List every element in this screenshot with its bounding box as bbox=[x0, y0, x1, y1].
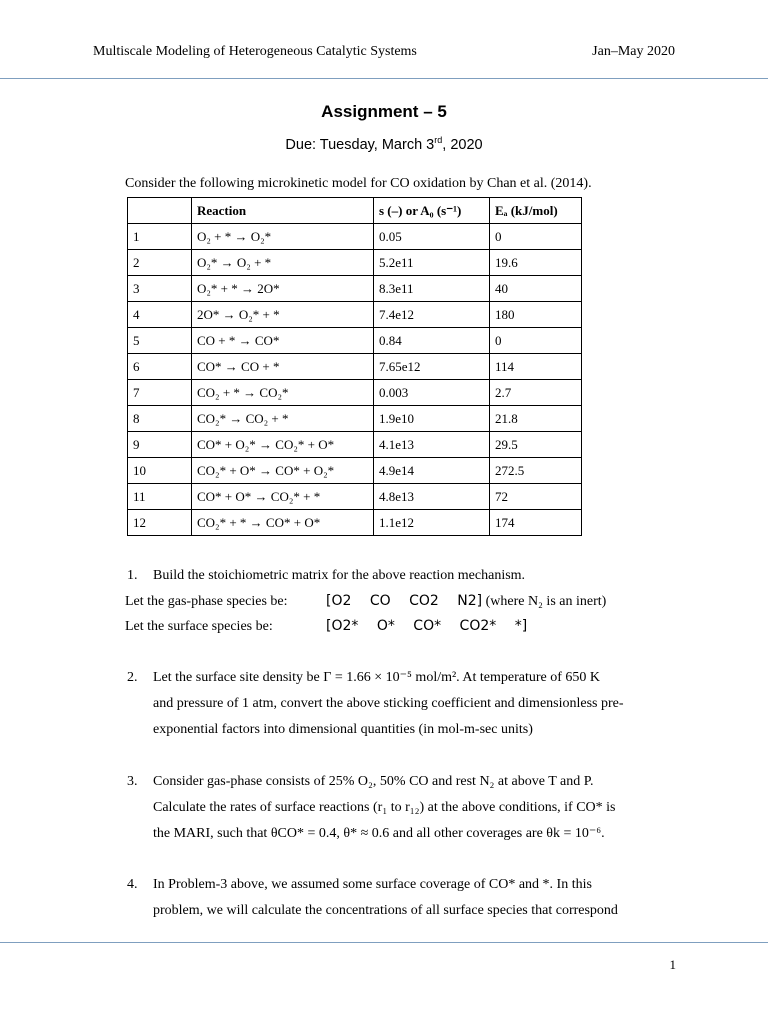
rate-parameter-cell: 1.1e12 bbox=[374, 510, 490, 536]
q2-line-1: Let the surface site density be Γ = 1.66 × 10⁻⁵ mol/m². At temperature of 650 K bbox=[153, 670, 601, 685]
reaction-cell: CO₂ + * → CO₂* bbox=[192, 380, 374, 406]
rate-parameter-cell: 7.4e12 bbox=[374, 302, 490, 328]
page-number: 1 bbox=[669, 957, 676, 972]
rate-parameter-cell: 4.8e13 bbox=[374, 484, 490, 510]
intro-text: Consider the following microkinetic model for CO oxidation by Chan et al. (2014). bbox=[125, 176, 592, 191]
table-row bbox=[128, 510, 582, 536]
header-cell: s (–) or A₀ (s⁻¹) bbox=[374, 198, 490, 224]
table-row bbox=[128, 302, 582, 328]
row-number-cell: 6 bbox=[128, 354, 192, 380]
rate-parameter-cell: 0.84 bbox=[374, 328, 490, 354]
reaction-cell: 2O* → O₂* + * bbox=[192, 302, 374, 328]
reaction-cell: CO₂* + * → CO* + O* bbox=[192, 510, 374, 536]
reaction-cell: CO + * → CO* bbox=[192, 328, 374, 354]
rate-parameter-cell: 1.9e10 bbox=[374, 406, 490, 432]
rate-parameter-cell: 4.1e13 bbox=[374, 432, 490, 458]
table-row bbox=[128, 458, 582, 484]
activation-energy-cell: 180 bbox=[490, 302, 582, 328]
reaction-cell: CO₂* → CO₂ + * bbox=[192, 406, 374, 432]
table-row bbox=[128, 276, 582, 302]
q3-line-2: Calculate the rates of surface reactions (r₁ to r₁₂) at the above conditions, if CO* is bbox=[153, 800, 616, 815]
activation-energy-cell: 272.5 bbox=[490, 458, 582, 484]
rate-parameter-cell: 7.65e12 bbox=[374, 354, 490, 380]
row-number-cell: 8 bbox=[128, 406, 192, 432]
reaction-cell: O₂* + * → 2O* bbox=[192, 276, 374, 302]
row-number-cell: 11 bbox=[128, 484, 192, 510]
activation-energy-cell: 19.6 bbox=[490, 250, 582, 276]
table-header-row bbox=[128, 198, 582, 224]
header-cell: Eₐ (kJ/mol) bbox=[490, 198, 582, 224]
due-date: Due: Tuesday, March 3rd, 2020 bbox=[285, 135, 483, 153]
table-row bbox=[128, 250, 582, 276]
reaction-cell: O₂ + * → O₂* bbox=[192, 224, 374, 250]
activation-energy-cell: 29.5 bbox=[490, 432, 582, 458]
table-row bbox=[128, 354, 582, 380]
q4-number: 4. bbox=[127, 877, 138, 892]
rate-parameter-cell: 0.003 bbox=[374, 380, 490, 406]
reaction-cell: CO* + O₂* → CO₂* + O* bbox=[192, 432, 374, 458]
reaction-cell: CO* + O* → CO₂* + * bbox=[192, 484, 374, 510]
table-row bbox=[128, 484, 582, 510]
q2-line-3: exponential factors into dimensional quantities (in mol-m-sec units) bbox=[153, 722, 533, 737]
header-rule bbox=[0, 78, 768, 79]
activation-energy-cell: 114 bbox=[490, 354, 582, 380]
activation-energy-cell: 0 bbox=[490, 224, 582, 250]
rate-parameter-cell: 0.05 bbox=[374, 224, 490, 250]
page-title: Assignment – 5 bbox=[321, 102, 447, 121]
q4-line-2: problem, we will calculate the concentrations of all surface species that correspond bbox=[153, 903, 618, 918]
row-number-cell: 10 bbox=[128, 458, 192, 484]
row-number-cell: 7 bbox=[128, 380, 192, 406]
gas-species-list: [O2 CO CO2 N2] (where N₂ is an inert) bbox=[326, 593, 607, 609]
reaction-cell: O₂* → O₂ + * bbox=[192, 250, 374, 276]
surface-species-label: Let the surface species be: bbox=[125, 619, 273, 634]
rate-parameter-cell: 5.2e11 bbox=[374, 250, 490, 276]
header-course: Multiscale Modeling of Heterogeneous Catalytic Systems bbox=[93, 44, 417, 59]
table-row bbox=[128, 328, 582, 354]
header-cell bbox=[128, 198, 192, 224]
footer-rule bbox=[0, 942, 768, 943]
q1-number: 1. bbox=[127, 568, 138, 583]
table-row bbox=[128, 432, 582, 458]
q3-line-3: the MARI, such that θCO* = 0.4, θ* ≈ 0.6 and all other coverages are θk = 10⁻⁶. bbox=[153, 826, 605, 841]
gas-species-label: Let the gas-phase species be: bbox=[125, 594, 288, 609]
row-number-cell: 1 bbox=[128, 224, 192, 250]
surface-species-list: [O2* O* CO* CO2* *] bbox=[326, 618, 528, 634]
table-row bbox=[128, 224, 582, 250]
activation-energy-cell: 2.7 bbox=[490, 380, 582, 406]
table-row bbox=[128, 380, 582, 406]
activation-energy-cell: 72 bbox=[490, 484, 582, 510]
q1-text: Build the stoichiometric matrix for the above reaction mechanism. bbox=[153, 568, 526, 583]
activation-energy-cell: 0 bbox=[490, 328, 582, 354]
row-number-cell: 9 bbox=[128, 432, 192, 458]
header-cell: Reaction bbox=[192, 198, 374, 224]
activation-energy-cell: 40 bbox=[490, 276, 582, 302]
q4-line-1: In Problem-3 above, we assumed some surface coverage of CO* and *. In this bbox=[153, 877, 592, 892]
rate-parameter-cell: 4.9e14 bbox=[374, 458, 490, 484]
q3-line-1: Consider gas-phase consists of 25% O₂, 50% CO and rest N₂ at above T and P. bbox=[153, 774, 594, 789]
q2-line-2: and pressure of 1 atm, convert the above sticking coefficient and dimensionless pre- bbox=[153, 696, 624, 711]
row-number-cell: 2 bbox=[128, 250, 192, 276]
reaction-cell: CO* → CO + * bbox=[192, 354, 374, 380]
row-number-cell: 4 bbox=[128, 302, 192, 328]
reaction-table bbox=[127, 197, 582, 536]
q3-number: 3. bbox=[127, 774, 138, 789]
activation-energy-cell: 21.8 bbox=[490, 406, 582, 432]
rate-parameter-cell: 8.3e11 bbox=[374, 276, 490, 302]
reaction-cell: CO₂* + O* → CO* + O₂* bbox=[192, 458, 374, 484]
q2-number: 2. bbox=[127, 670, 138, 685]
row-number-cell: 5 bbox=[128, 328, 192, 354]
row-number-cell: 12 bbox=[128, 510, 192, 536]
activation-energy-cell: 174 bbox=[490, 510, 582, 536]
header-term: Jan–May 2020 bbox=[592, 44, 675, 59]
row-number-cell: 3 bbox=[128, 276, 192, 302]
table-row bbox=[128, 406, 582, 432]
